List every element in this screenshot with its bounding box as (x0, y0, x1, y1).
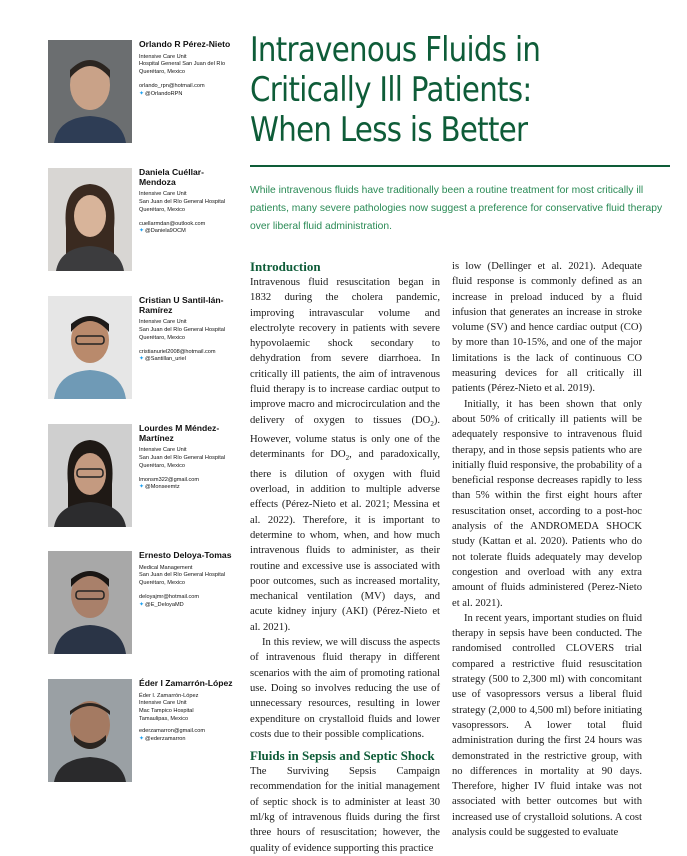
author-location: Querétaro, Mexico (139, 206, 186, 213)
author-name: Ernesto Deloya-Tomas (139, 550, 232, 560)
author-location: Querétaro, Mexico (139, 334, 186, 341)
author-name: Orlando R Pérez-Nieto (139, 39, 231, 49)
author-affiliation: Hospital General San Juan del Río (139, 61, 226, 68)
author-twitter[interactable]: @OrlandoRPN (145, 90, 183, 97)
author-affiliation: Medical Management (139, 564, 193, 571)
author-photo (48, 679, 132, 782)
body-paragraph: Intravenous fluid resuscitation began in 1832 during the cholera pandemic, improving intravascular volume and electrolyte recovery in patients with severe hypovolaemic shock secondary to dehydration from severe diarrhoea. In critically ill patients, the aim of intravenous fluid therapy is to increase cardiac output to improve macro and microcirculation and the delivery of oxygen to tissues $(DO_2)$. However, volume status is only one of the determinants for $DO_2$, and paradoxically, there is dilution of oxygen with fluid overload, in addition to multiple adverse effects (Pérez-Nieto et al. 2021; Messina et al. 2022). Therefore, it is important to determine to whom, when, and how much intravenous fluids to administer, as their routine and excessive use is associated with poor outcomes, such as increased mortality, mechanical ventilation (MV) days, and acute kidney injury (AKI) (Pérez-Nieto et al. 2021). (250, 277, 440, 633)
author-email[interactable]: ederzamarron@gmail.com (139, 727, 205, 734)
author-affiliation: San Juan del Río General Hospital (139, 326, 226, 333)
body-paragraph: Initially, it has been shown that only about 50% of critically ill patients will be adequately responsive to intravenous fluid therapy, and in those sepsis patients who are initially fluid responsive, the probability of a beneficial response decreases rapidly to less than 5% within the first eight hours after resuscitation onset, according to a post-hoc analysis of the ANDROMEDA SHOCK study (Kattan et al. 2020). Patients who do not tolerate fluids adequately may develop congestion and overload with any extra amount of fluids administered (Perez-Nieto et al. 2021). (452, 398, 642, 609)
author-affiliation: Intensive Care Unit (139, 700, 187, 707)
author-name: Daniela Cuéllar-Mendoza (139, 167, 204, 187)
author-twitter[interactable]: @Monseemtz (145, 484, 180, 491)
author-photo (48, 168, 132, 271)
author-email[interactable]: cristianuriel2008@hotmail.com (139, 348, 216, 355)
author-affiliation: Intensive Care Unit (139, 447, 187, 454)
author-photo (48, 296, 132, 399)
author-photo (48, 551, 132, 654)
body-paragraph: is low (Dellinger et al. 2021). Adequate fluid response is commonly defined as an increase in preload induced by a fluid infusion that generates an increase in stroke volume (SV) and hence cardiac output (CO) by more than 10-15%, and one of the major limitations is the lack of continuous CO measuring devices for all critically ill patients (Pérez-Nieto et al. 2019). (452, 261, 642, 395)
article-title (250, 30, 611, 150)
author-twitter[interactable]: @ederzamarron (145, 735, 186, 742)
author-location: Querétaro, Mexico (139, 580, 186, 587)
body-paragraph: The Surviving Sepsis Campaign recommendation for the initial management of septic shock is to administer at least 30 ml/kg of intravenous fluids during the first three hours of resuscitation; however, the quality of evidence supporting this practice (250, 766, 440, 854)
twitter-bird-icon: ✦ (139, 228, 145, 235)
author-name: Éder I Zamarrón-López (139, 678, 233, 688)
twitter-bird-icon: ✦ (139, 601, 145, 608)
title-rule (250, 165, 670, 167)
author-location: Querétaro, Mexico (139, 69, 186, 76)
author-email[interactable]: lmonsm322@gmail.com (139, 476, 200, 483)
author-photo (48, 40, 132, 143)
body-column-right (452, 259, 642, 840)
author-affiliation: Intensive Care Unit (139, 319, 187, 326)
section-heading: Introduction (250, 259, 321, 274)
title-line: When Less is Better (250, 110, 528, 150)
author-affiliation: San Juan del Río General Hospital (139, 454, 226, 461)
author-email[interactable]: orlando_rpn@hotmail.com (139, 82, 205, 89)
body-column-left (250, 259, 440, 856)
twitter-bird-icon: ✦ (139, 90, 145, 97)
author-affiliation: Intensive Care Unit (139, 191, 187, 198)
author-affiliation: Intensive Care Unit (139, 53, 187, 60)
author-email[interactable]: deloyajmr@hotmail.com (139, 593, 200, 600)
title-line: Intravenous Fluids in (250, 30, 541, 70)
author-affiliation: Mac Tampico Hospital (139, 708, 194, 715)
article-lede: While intravenous fluids have traditionally been a routine treatment for most critically ill patients, many severe pathologies now suggest a preference for conservative fluid therapy over liberal fluid administration. (250, 185, 663, 232)
author-name: Cristian U Santil-lán-Ramírez (139, 295, 224, 315)
author-twitter[interactable]: @Santillan_uriel (145, 356, 186, 363)
twitter-bird-icon: ✦ (139, 356, 145, 363)
body-paragraph: In this review, we will discuss the aspects of intravenous fluid therapy in different scenarios with the aim of promoting rational use. Doing so involves reducing the use of unnecessary resources, resulting in lower expenditure on crystalloid fluids and lower costs due to their possible complications. (250, 637, 440, 740)
author-affiliation: San Juan del Río General Hospital (139, 198, 226, 205)
author-photo (48, 424, 132, 527)
author-affiliation: San Juan del Río General Hospital (139, 572, 226, 579)
twitter-bird-icon: ✦ (139, 484, 145, 491)
author-sidebar (0, 0, 240, 801)
author-twitter[interactable]: @E_DeloyaMD (145, 601, 184, 608)
author-name: Lourdes M Méndez-Martínez (139, 423, 220, 443)
author-email[interactable]: cuellarmdan@outlook.com (139, 220, 206, 227)
title-line: Critically Ill Patients: (250, 70, 532, 110)
section-heading: Fluids in Sepsis and Septic Shock (250, 748, 435, 764)
body-paragraph: In recent years, important studies on fluid therapy in sepsis have been conducted. The randomised controlled CLOVERS trial compared a restrictive fluid resuscitation strategy (500 to 2,300 ml) with concomitant use of vasopressors versus a liberal fluid strategy (2,000 to 4,500 ml) before initiating vasopressors. A lower total fluid administration during the first 24 hours was demonstrated in the restrictive group, with no differences in mortality at 90 days. Therefore, higher IV fluid intake was not associated with better outcomes but with increased use of crystalloid solutions. A cost analysis could be suggested to evaluate (452, 612, 642, 838)
author-location: Tamaulipas, Mexico (139, 715, 189, 722)
author-twitter[interactable]: @Daniela9OCM (145, 228, 186, 235)
author-affiliation: Éder I. Zamarrón-López (139, 692, 199, 699)
twitter-bird-icon: ✦ (139, 735, 145, 742)
author-location: Querétaro, Mexico (139, 462, 186, 469)
